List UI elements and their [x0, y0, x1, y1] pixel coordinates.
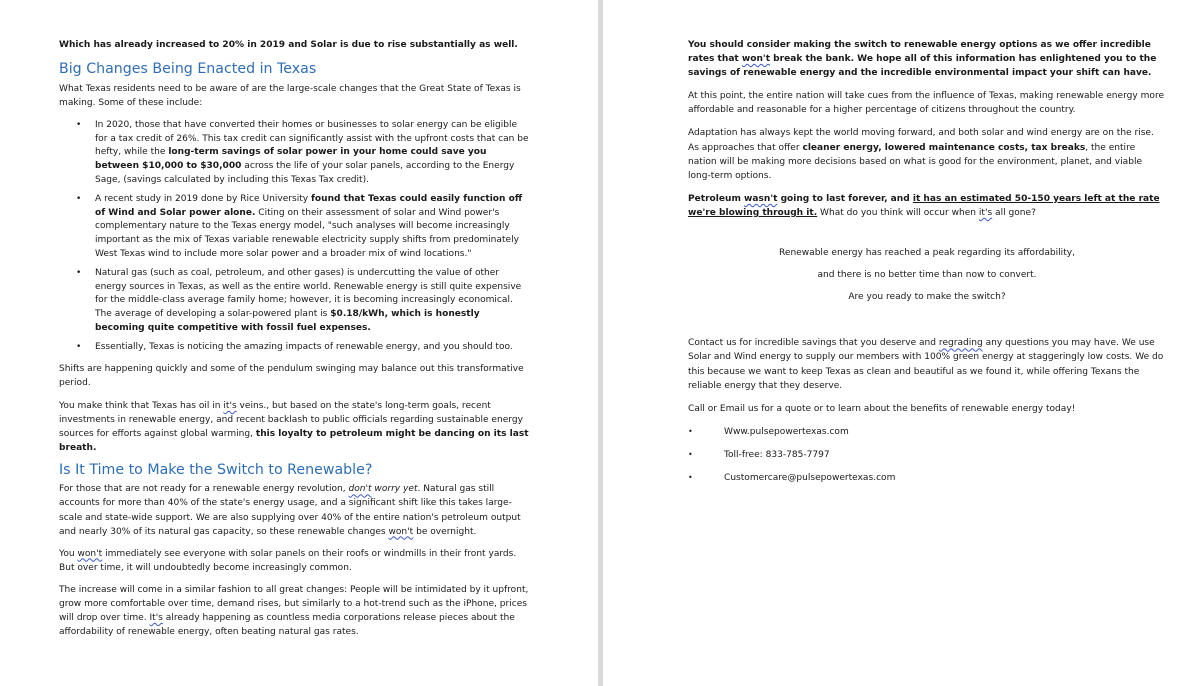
contact-list [688, 425, 1166, 485]
bullet-text-bold: $0.18/kWh, which is honestly becoming quite competitive with fossil fuel expenses. [95, 309, 480, 333]
bullet-list-changes [59, 119, 529, 355]
bullet-text-bold: long-term savings of solar power in your home could save you between $10,000 to $30,000 [95, 147, 487, 172]
spellcheck-word[interactable]: it's [223, 400, 237, 411]
text-run: all gone? [992, 207, 1036, 218]
paragraph-consider [688, 38, 1166, 80]
heading-switch: Is It Time to Make the Switch to Renewable? [59, 462, 373, 479]
text-run: already happening as countless media corporations release pieces about the affordability of renewable energy, often beating natural gas rates. [59, 613, 515, 638]
paragraph-increase [59, 583, 529, 639]
paragraph-shifts: Shifts are happening quickly and some of the pendulum swinging may balance out this transformative period. [59, 363, 524, 388]
contact-website[interactable]: Www.pulsepowertexas.com [724, 426, 849, 437]
spellcheck-word[interactable]: won't [77, 548, 103, 559]
spellcheck-word[interactable]: won't [741, 54, 771, 65]
bullet-icon: • [688, 449, 693, 459]
text-run: What do you think will occur when [817, 207, 979, 218]
document-page-left [0, 0, 598, 686]
centered-line-3: Are you ready to make the switch? [848, 292, 1006, 303]
text-run: You [59, 548, 78, 559]
spellcheck-word[interactable]: won't [388, 526, 414, 537]
heading-big-changes: Big Changes Being Enacted in Texas [59, 61, 317, 78]
bullet-icon: • [76, 194, 82, 205]
text-run: be overnight. [413, 526, 477, 537]
text-run: The increase will come in a similar fashion to all great changes: People will be intimidated by it upfront, grow more comfortable over time, demand rises, but similarly to a hot-trend such as the iPhone, prices will drop over time. [59, 584, 529, 624]
bullet-item-natural-gas [59, 267, 529, 335]
paragraph-oil [59, 399, 529, 455]
bullet-item-rice-study [59, 193, 529, 261]
text-run: veins., but based on the state's long-term goals, recent investments in renewable energy, and recent backlash to public officials regarding sustainable energy sources for efforts against global warming, [59, 400, 523, 440]
spellcheck-word[interactable]: regrading [938, 338, 983, 349]
text-run-italic: worry yet [371, 484, 418, 495]
bullet-icon: • [76, 268, 82, 279]
bullet-text: In 2020, those that have converted their homes or businesses to solar energy can be eligible for a tax credit of 26%. This tax credit can significantly assist with the upfront costs that can be hefty, while the [95, 120, 529, 158]
bullet-icon: • [76, 120, 82, 131]
text-run: You make think that Texas has oil in [59, 400, 224, 411]
bullet-text: Essentially, Texas is noticing the amazing impacts of renewable energy, and you should too. [95, 342, 513, 353]
text-run: immediately see everyone with solar panels on their roofs or windmills in their front yards. But over time, it will undoubtedly become increasingly common. [59, 548, 517, 573]
spellcheck-word[interactable]: wasn't [744, 193, 778, 204]
text-run-bold: Petroleum [688, 193, 745, 204]
bullet-text: Natural gas (such as coal, petroleum, and other gases) is undercutting the value of other energy sources in Texas, as well as the entire world. Renewable energy is still quite expensive for the middle-class average family home; however, it is becoming increasingly economical. The average of developing a solar-powered plant is [95, 268, 522, 319]
text-run-underlined: it has an estimated 50-150 years left at the rate we're blowing through it. [688, 193, 1160, 218]
text-run: any questions you may have. We use Solar and Wind energy to supply our members with 100% green energy at staggeringly low costs. We do this because we want to keep Texas as clean and beautiful as we found it, while offering Texans the reliable energy that they deserve. [688, 338, 1164, 391]
paragraph-petroleum [688, 192, 1166, 220]
text-run: . Natural gas still accounts for more than 40% of the state's energy usage, and a significant shift like this takes large-scale and state-wide support. We are also supplying over 40% of the entire nation's petroleum output and nearly 30% of its natural gas capacity, so these renewable changes [59, 484, 521, 537]
intro-line: Which has already increased to 20% in 2019 and Solar is due to rise substantially as well. [59, 40, 518, 50]
bullet-icon: • [76, 342, 82, 353]
centered-line-1: Renewable energy has reached a peak regarding its affordability, [779, 248, 1075, 259]
spellcheck-word[interactable]: don't [348, 484, 372, 495]
paragraph-intro: What Texas residents need to be aware of are the large-scale changes that the Great State of Texas is making. Some of these include: [59, 84, 521, 109]
text-run: Adaptation has always kept the world moving forward, and both solar and wind energy are on the rise. As approaches that offer [688, 128, 1154, 153]
text-run: For those that are not ready for a renewable energy revolution, [59, 484, 349, 495]
page-left-content [59, 38, 529, 639]
contact-email[interactable]: Customercare@pulsepowertexas.com [724, 472, 896, 483]
bullet-icon: • [688, 426, 693, 436]
page-right-content [688, 38, 1166, 485]
paragraph-adaptation [688, 126, 1166, 182]
paragraph-immediately [59, 547, 529, 575]
bullet-text-bold: found that Texas could easily function off of Wind and Solar power alone. [95, 194, 523, 218]
contact-item-phone [688, 448, 1166, 462]
text-run: break the bank. We hope all of this information has enlightened you to the savings of renewable energy and the incredible environmental impact your shift can have. [688, 54, 1157, 79]
bullet-text: Citing on their assessment of solar and Wind power's complementary nature to the Texas energy model, "such analyses will become increasingly important as the mix of Texas variable renewable electricity supply shifts from predominately West Texas wind to include more solar power and a broader mix of wind locations." [95, 207, 519, 259]
text-run-bold: cleaner energy, lowered maintenance costs, tax breaks [802, 142, 1086, 153]
bullet-text: across the life of your solar panels, according to the Energy Sage, (savings calculated by including this Texas Tax credit). [95, 161, 515, 185]
text-run-bold: this loyalty to petroleum might be dancing on its last breath. [59, 429, 529, 454]
text-run: , the entire nation will be making more decisions based on what is good for the environment, planet, and viable long-term options. [688, 142, 1143, 181]
contact-phone: Toll-free: 833-785-7797 [724, 449, 830, 460]
text-run: You should consider making the switch to renewable energy options as we offer incredible rates that [688, 40, 1151, 65]
paragraph-call: Call or Email us for a quote or to learn about the benefits of renewable energy today! [688, 403, 1076, 414]
paragraph-not-ready [59, 482, 529, 538]
contact-item-email [688, 471, 1166, 485]
document-page-right [603, 0, 1200, 686]
contact-item-website [688, 425, 1166, 439]
centered-line-2: and there is no better time than now to convert. [817, 270, 1037, 281]
paragraph-contact [688, 336, 1166, 392]
spellcheck-word[interactable]: It's [149, 613, 163, 624]
bullet-item-tax-credit [59, 119, 529, 187]
bullet-item-essentially [59, 341, 529, 355]
text-run: Contact us for incredible savings that you deserve and [688, 338, 939, 349]
spellcheck-word[interactable]: it's [978, 207, 993, 218]
bullet-icon: • [688, 472, 693, 482]
bullet-text: A recent study in 2019 done by Rice University [95, 194, 311, 205]
paragraph-nation: At this point, the entire nation will take cues from the influence of Texas, making renewable energy more affordable and reasonable for a higher percentage of citizens throughout the country. [688, 91, 1165, 116]
text-run-bold: going to last forever, and [777, 193, 913, 204]
